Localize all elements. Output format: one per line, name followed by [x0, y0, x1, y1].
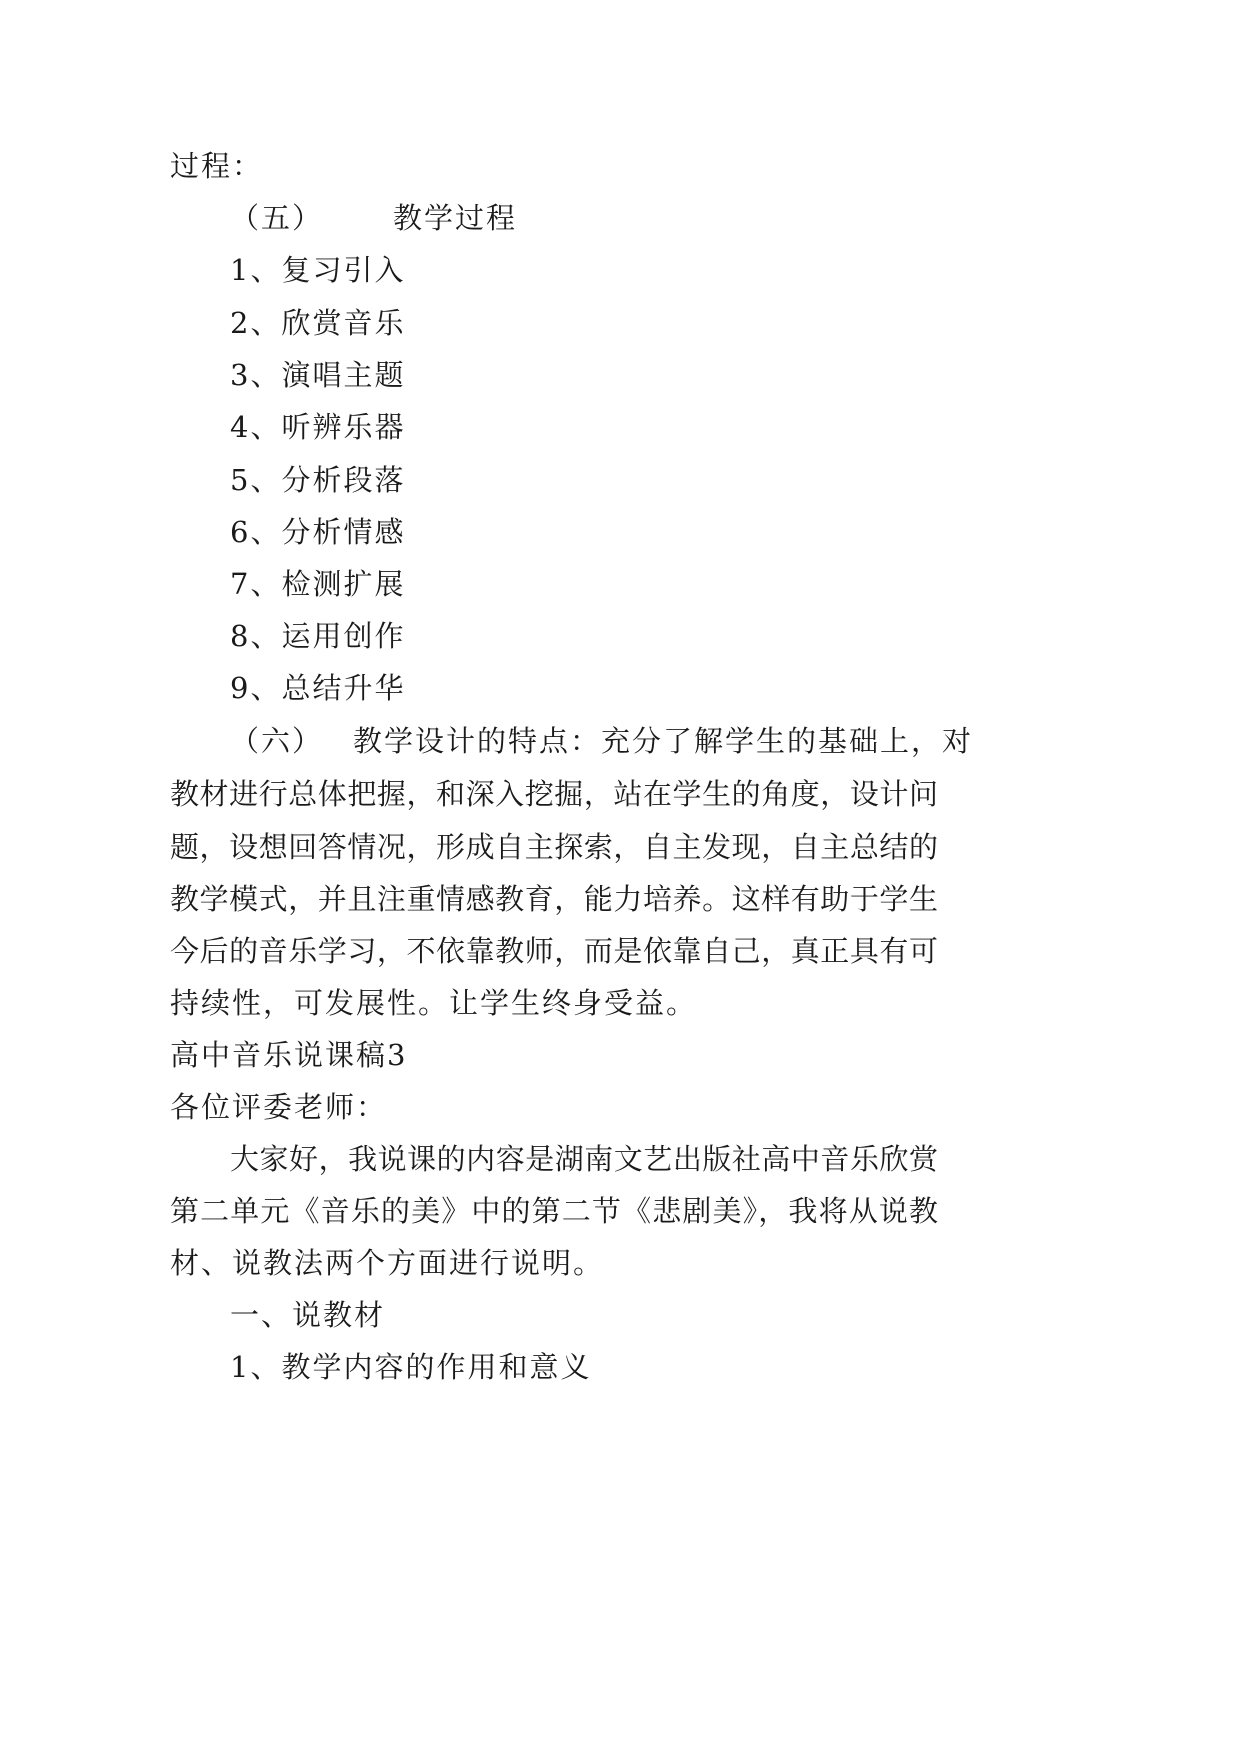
- document-title: 高中音乐说课稿3: [170, 1038, 408, 1072]
- paragraph-line: 第二单元《音乐的美》中的第二节《悲剧美》，我将从说教: [170, 1194, 938, 1228]
- heading-number: （五）: [230, 201, 324, 235]
- paragraph-line: 今后的音乐学习，不依靠教师，而是依靠自己，真正具有可: [170, 934, 938, 968]
- section-heading-6: [230, 724, 974, 758]
- heading-number: （六）: [230, 724, 324, 758]
- greeting: 各位评委老师：: [170, 1090, 388, 1124]
- text-line: 过程：: [170, 149, 264, 183]
- paragraph-line: 题，设想回答情况，形成自主探索，自主发现，自主总结的: [170, 830, 938, 864]
- paragraph-line: 大家好，我说课的内容是湖南文艺出版社高中音乐欣赏: [230, 1142, 938, 1176]
- list-item: 1、复习引入: [230, 253, 406, 287]
- list-item: 5、分析段落: [230, 463, 406, 497]
- section-heading-5: [230, 201, 518, 235]
- list-item: 6、分析情感: [230, 515, 406, 549]
- paragraph-line: 教学模式，并且注重情感教育，能力培养。这样有助于学生: [170, 882, 938, 916]
- list-item: 9、总结升华: [230, 671, 406, 705]
- section-heading: 一、说教材: [230, 1298, 386, 1332]
- list-item: 3、演唱主题: [230, 358, 406, 392]
- list-item: 4、听辨乐器: [230, 410, 406, 444]
- paragraph-line: 教材进行总体把握，和深入挖掘，站在学生的角度，设计问: [170, 777, 938, 811]
- subsection-heading: 1、教学内容的作用和意义: [230, 1350, 592, 1384]
- paragraph-line: 持续性，可发展性。让学生终身受益。: [170, 986, 698, 1020]
- paragraph-line: 材、说教法两个方面进行说明。: [170, 1246, 605, 1280]
- list-item: 8、运用创作: [230, 619, 406, 653]
- heading-title: 教学过程: [393, 201, 518, 235]
- list-item: 2、欣赏音乐: [230, 306, 406, 340]
- paragraph-text: 教学设计的特点：充分了解学生的基础上，对: [353, 724, 974, 758]
- list-item: 7、检测扩展: [230, 567, 406, 601]
